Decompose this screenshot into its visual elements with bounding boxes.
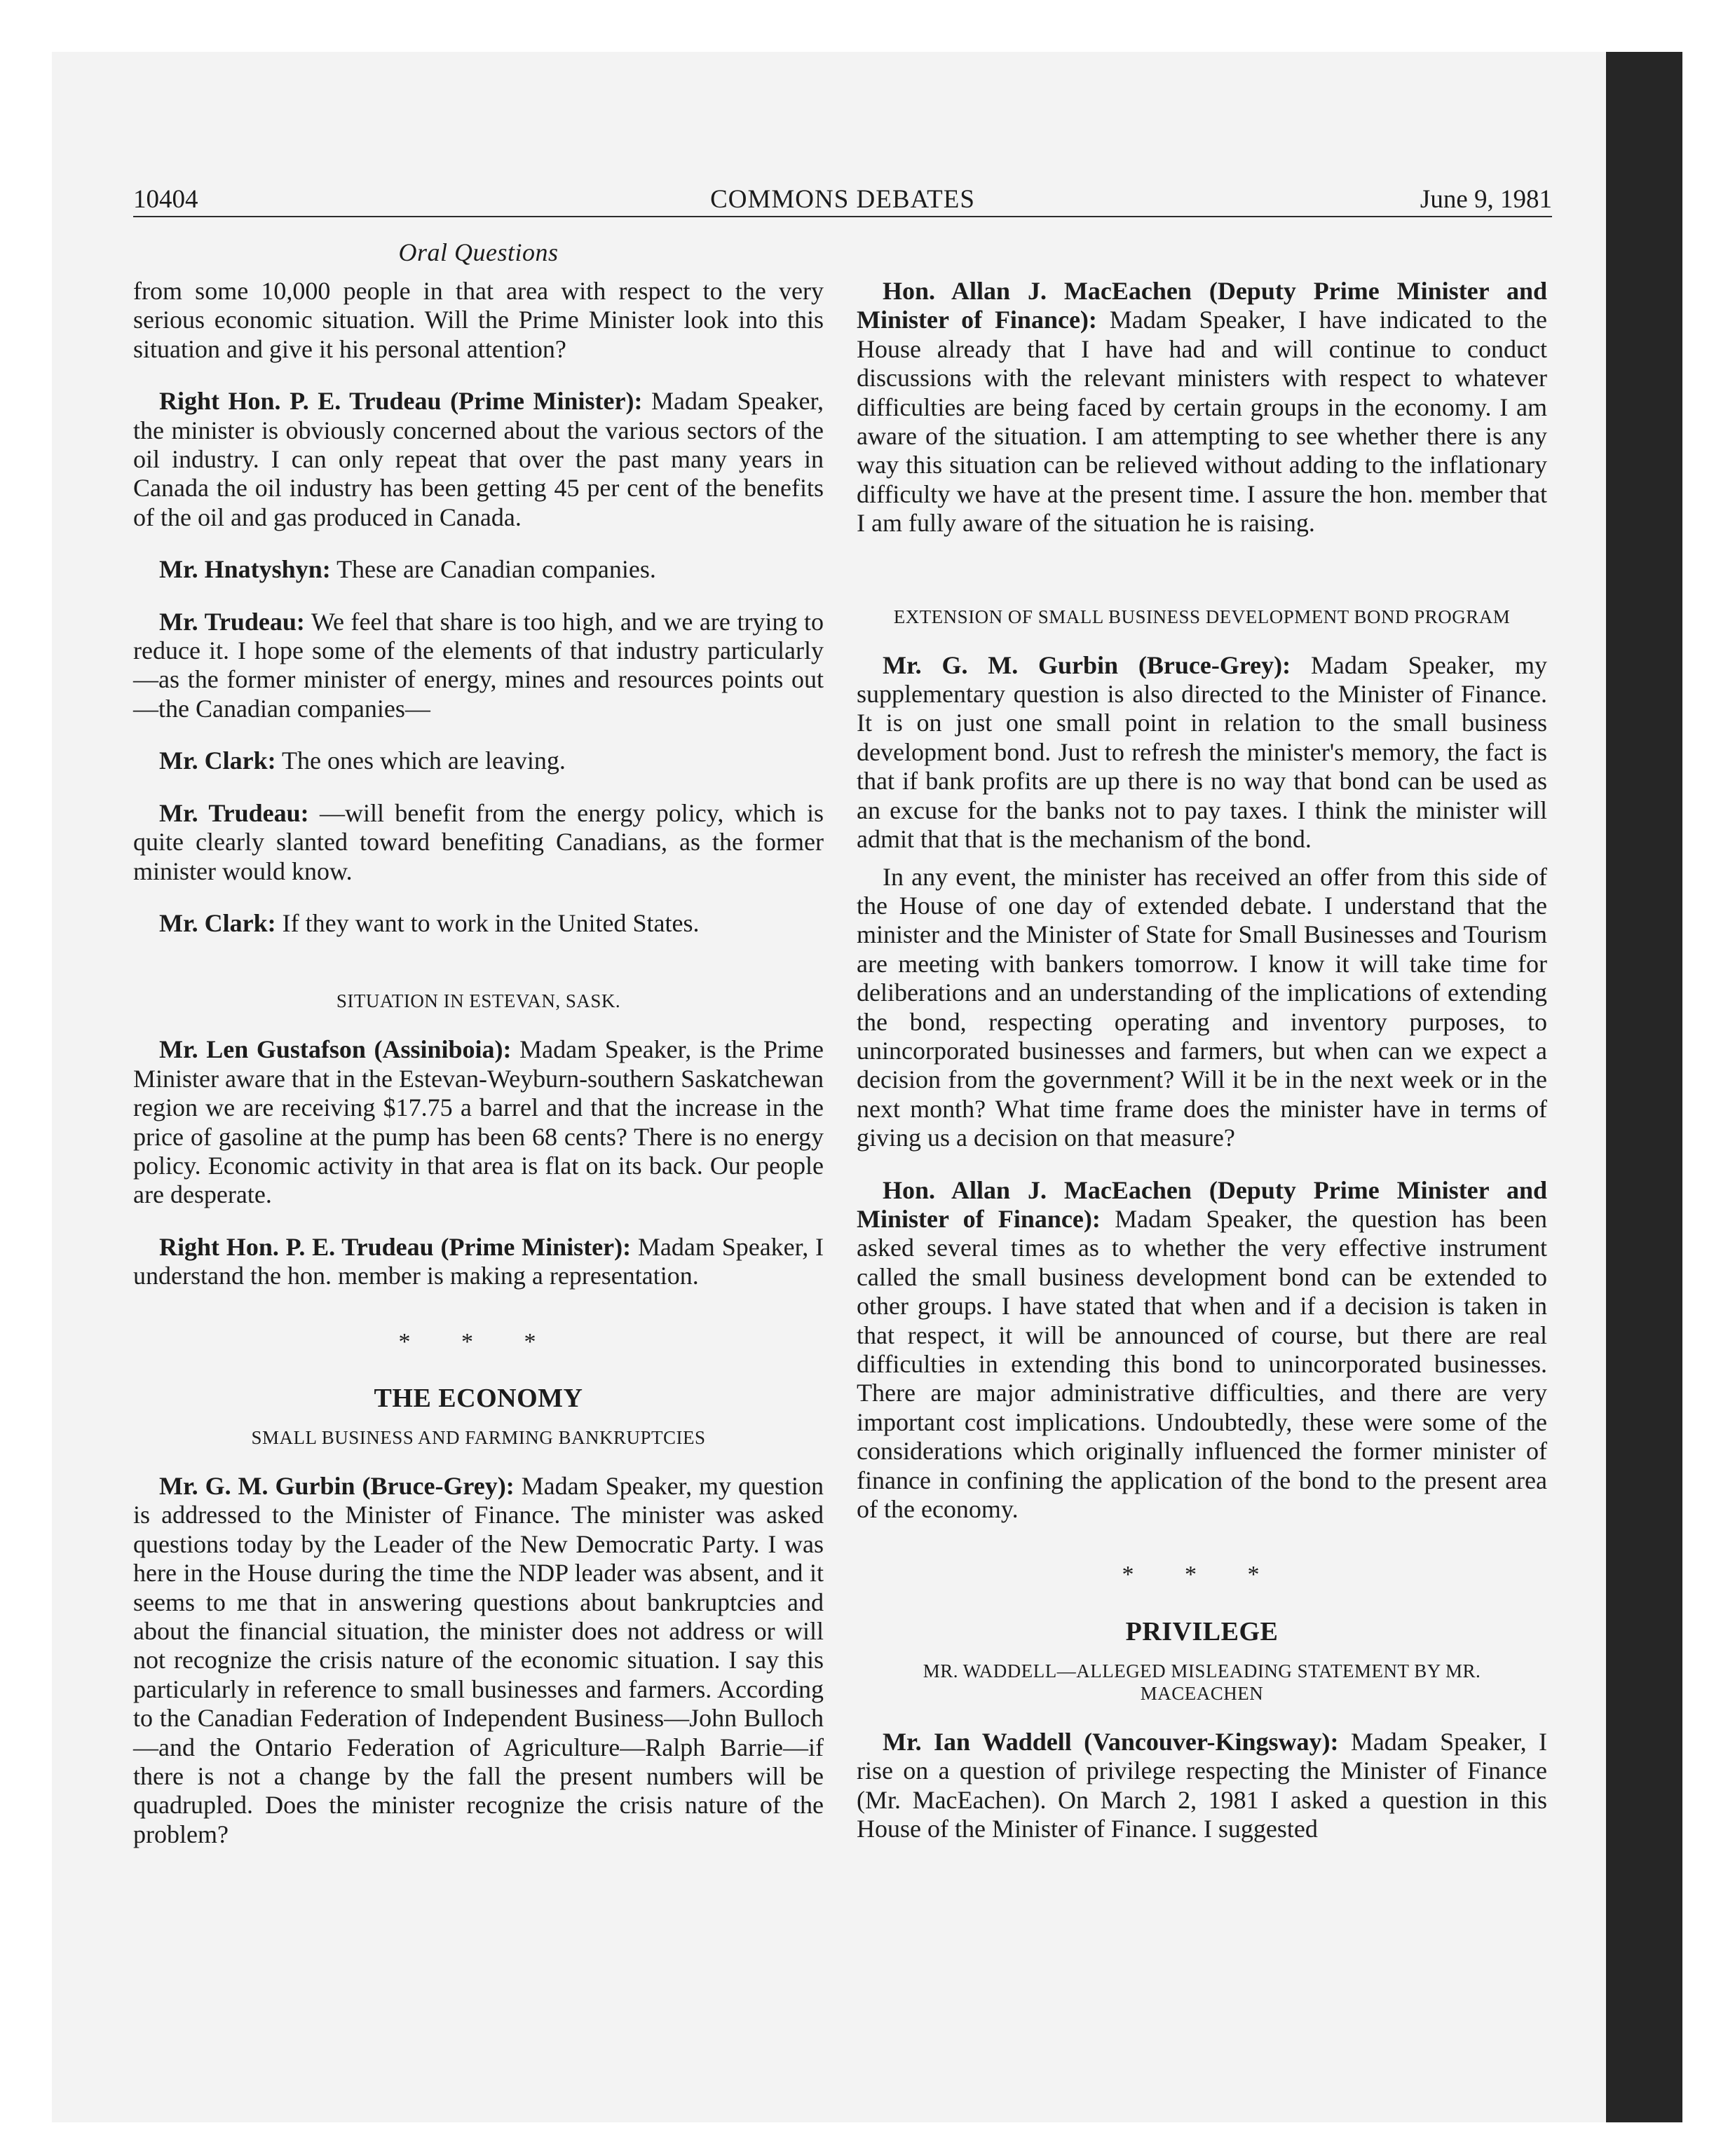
paragraph-text: Madam Speaker, the minister is obviously concerned about the various sectors of the oil industry. I can only repeat that over the past many years in Canada the oil industry has been getting 45 per cent of the benefits of the oil and gas produced in Canada. xyxy=(133,387,824,531)
speaker-name: Right Hon. P. E. Trudeau (Prime Minister): xyxy=(159,1232,632,1261)
paragraph-text: Madam Speaker, my supplementary question is also directed to the Minister of Finance. It is on just one small point in relation to the small business development bond. Just to refresh the minister's memory, the fact is that if bank profits are up there is no way that bond can be used as an excuse for the banks not to pay taxes. I think the minister will admit that that is the mechanism of the bond. xyxy=(857,650,1547,854)
section-heading: PRIVILEGE xyxy=(1125,1616,1279,1646)
paragraph xyxy=(133,1035,824,1209)
paragraph xyxy=(133,746,824,775)
paragraph-text: —will benefit from the energy policy, which is quite clearly slanted toward benefiting Canadians, as the former minister would know. xyxy=(133,798,824,885)
paragraph xyxy=(857,277,1547,538)
section-subheading: MR. WADDELL—ALLEGED MISLEADING STATEMENT BY MR. MACEACHEN xyxy=(923,1660,1481,1704)
speaker-name: Right Hon. P. E. Trudeau (Prime Minister): xyxy=(159,387,643,416)
paragraph xyxy=(133,387,824,532)
paragraph-text: Madam Speaker, my question is addressed to the Minister of Finance. The minister was asked questions today by the Leader of the New Democratic Party. I was here in the House during the time the NDP leader was absent, and it seems to me that in answering questions about bankruptcies and about the financial situation, the minister does not address or will not recognize the crisis nature of the economic situation. I say this particularly in reference to small businesses and farmers. According to the Canadian Federation of Independent Business—John Bulloch—and the Ontario Federation of Agriculture—Ralph Barrie—if there is not a change by the fall the present numbers will be quadrupled. Does the minister recognize the crisis nature of the problem? xyxy=(133,1471,824,1848)
paragraph xyxy=(133,1233,824,1291)
paragraph xyxy=(133,799,824,886)
speaker-name: Mr. Clark: xyxy=(159,908,276,937)
paragraph xyxy=(133,277,824,364)
page-header xyxy=(133,184,1552,219)
section-divider-stars: * * * xyxy=(1122,1562,1282,1588)
paragraph xyxy=(857,1728,1547,1844)
section-divider-stars: * * * xyxy=(398,1328,559,1355)
paragraph-text: These are Canadian companies. xyxy=(330,555,656,584)
speaker-name: Hon. Allan J. MacEachen (Deputy Prime Minister and Minister of Finance): xyxy=(857,277,1547,334)
paragraph-text: In any event, the minister has received an offer from this side of the House of one day of extended debate. I understand that the minister and the Minister of State for Small Businesses and Tourism are meeting with bankers tomorrow. I know it will take time for deliberations and an understanding of the implications of extending the bond, respecting operating and inventory purposes, to unincorporated businesses and farmers, but when can we expect a decision from the government? Will it be in the next week or in the next month? What time frame does the minister have in terms of giving us a decision on that measure? xyxy=(857,862,1547,1152)
publication-title: COMMONS DEBATES xyxy=(710,185,975,214)
paragraph-text: We feel that share is too high, and we are trying to reduce it. I hope some of the elements of that industry particularly—as the former minister of energy, mines and resources points out—the Canadian companies— xyxy=(133,607,824,723)
running-head: Oral Questions xyxy=(398,238,559,266)
speaker-name: Mr. Clark: xyxy=(159,746,276,775)
paragraph-text: Madam Speaker, I have indicated to the House already that I have had and will continue to conduct discussions with the relevant ministers with respect to whatever difficulties are being faced by certain groups in the economy. I am aware of the situation. I am attempting to see whether there is any way this situation can be relieved without adding to the inflationary difficulty we have at the present time. I assure the hon. member that I am fully aware of the situation he is raising. xyxy=(857,306,1548,538)
section-subheading: SITUATION IN ESTEVAN, SASK. xyxy=(336,990,621,1012)
paragraph xyxy=(133,555,824,584)
speaker-name: Mr. G. M. Gurbin (Bruce-Grey): xyxy=(883,650,1291,679)
paragraph-text: Madam Speaker, the question has been asked several times as to whether the very effective instrument called the small business development bond can be extended to other groups. I have stated that when and if a decision is taken in that respect, it will be announced of course, but there are real difficulties in extending this bond to unincorporated businesses. There are major administrative difficulties, and there are very important cost implications. Undoubtedly, these were some of the considerations which originally influenced the former minister of finance in confining the application of the bond to the present area of the economy. xyxy=(857,1204,1548,1524)
section-subheading: SMALL BUSINESS AND FARMING BANKRUPTCIES xyxy=(251,1426,706,1448)
paragraph-text: Madam Speaker, is the Prime Minister aware that in the Estevan-Weyburn-southern Saskatchewan region we are receiving $17.75 a barrel and that the increase in the price of gasoline at the pump has been 68 cents? There is no energy policy. Economic activity in that area is flat on its back. Our people are desperate. xyxy=(133,1035,824,1209)
scan-edge-shadow xyxy=(1606,52,1682,2122)
paragraph xyxy=(857,651,1547,854)
paragraph xyxy=(133,909,824,938)
section-subheading: EXTENSION OF SMALL BUSINESS DEVELOPMENT BOND PROGRAM xyxy=(893,606,1511,627)
page-number: 10404 xyxy=(133,185,198,214)
paragraph xyxy=(857,863,1547,1153)
header-rule xyxy=(133,216,1552,217)
paragraph xyxy=(133,1472,824,1849)
right-column xyxy=(857,277,1547,1843)
speaker-name: Mr. Trudeau: xyxy=(159,798,309,827)
speaker-name: Mr. Len Gustafson (Assiniboia): xyxy=(159,1035,512,1064)
publication-date: June 9, 1981 xyxy=(1420,185,1552,214)
section-heading: THE ECONOMY xyxy=(374,1383,583,1413)
speaker-name: Mr. Ian Waddell (Vancouver-Kingsway): xyxy=(883,1727,1339,1756)
left-column xyxy=(133,237,824,1849)
paragraph-text: Madam Speaker, I rise on a question of privilege respecting the Minister of Finance (Mr. MacEachen). On March 2, 1981 I asked a question in this House of the Minister of Finance. I suggested xyxy=(857,1727,1547,1843)
paragraph-text: If they want to work in the United States. xyxy=(275,908,700,937)
paragraph-text: Madam Speaker, I understand the hon. member is making a representation. xyxy=(133,1232,824,1290)
paragraph-text: The ones which are leaving. xyxy=(275,746,566,775)
paragraph xyxy=(133,608,824,724)
speaker-name: Mr. Hnatyshyn: xyxy=(159,555,331,584)
speaker-name: Mr. G. M. Gurbin (Bruce-Grey): xyxy=(159,1471,515,1500)
speaker-name: Hon. Allan J. MacEachen (Deputy Prime Minister and Minister of Finance): xyxy=(857,1175,1547,1233)
speaker-name: Mr. Trudeau: xyxy=(159,607,305,636)
paragraph-text: from some 10,000 people in that area with respect to the very serious economic situation. Will the Prime Minister look into this situation and give it his personal attention? xyxy=(133,277,824,363)
paragraph xyxy=(857,1176,1547,1524)
